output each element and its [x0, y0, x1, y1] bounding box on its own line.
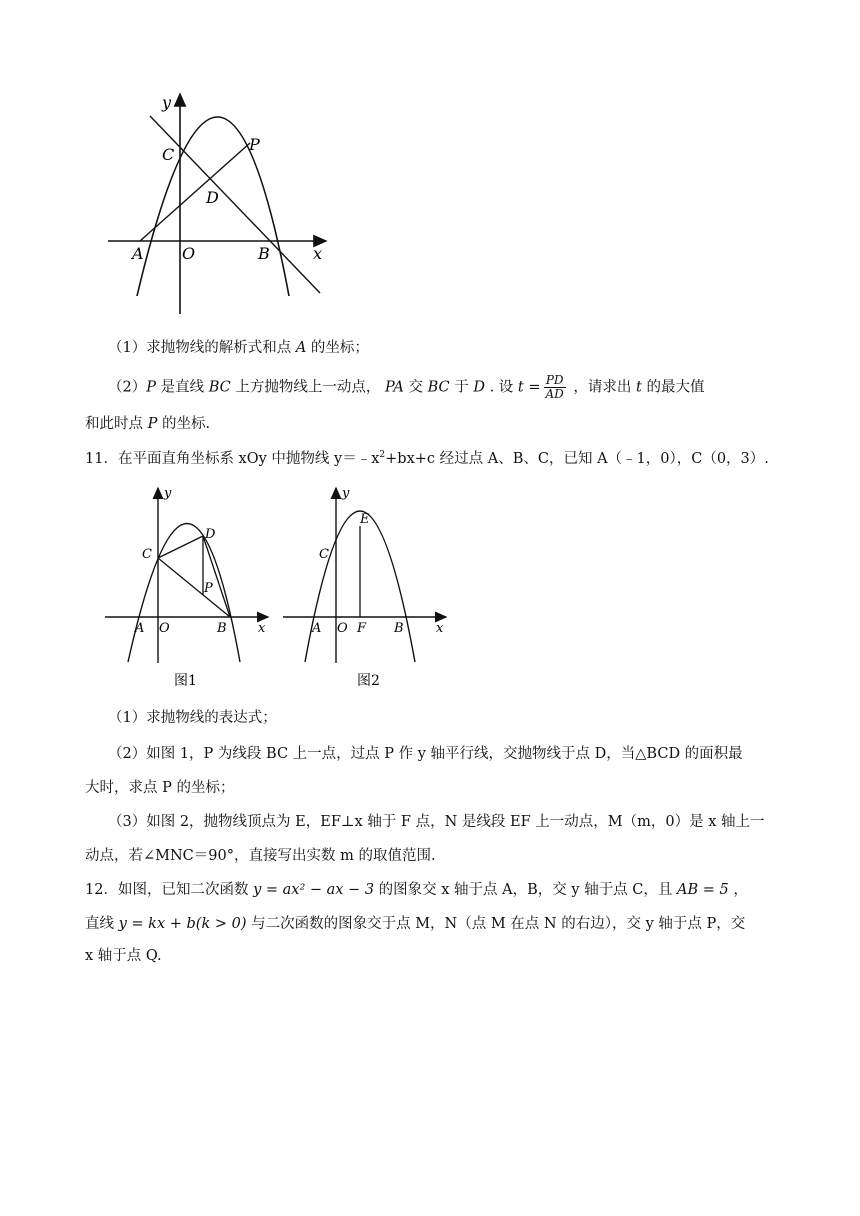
label-a: A	[312, 621, 322, 636]
p12-stem-line3: x 轴于点 Q.	[85, 948, 162, 964]
fraction-pd-ad: $\frac{PD}{AD}$	[545, 373, 564, 401]
label-p: P	[204, 581, 213, 596]
p11-stem: 11．在平面直角坐标系 xOy 中抛物线 $y=﹣x^2+bx+c$ 经过点 A、B、C，已知 A（﹣1，0），C（0，3）.	[85, 450, 769, 467]
label-o: O	[182, 244, 196, 263]
segment-db	[203, 536, 230, 617]
label-a: A	[135, 621, 145, 636]
p10-question2: （2）P 是直线 BC 上方抛物线上一动点， PA 交 BC 于 D . 设 t = $\frac{PD}{AD}$ ，请求出 t 的最大值	[108, 373, 705, 401]
p10-question2-cont: 和此时点 P 的坐标.	[85, 416, 211, 432]
problem10-figure	[100, 88, 340, 323]
label-c: C	[142, 547, 152, 562]
p11-question2-cont: 大时，求点 P 的坐标；	[85, 780, 235, 796]
p11-question1: （1）求抛物线的表达式；	[108, 710, 277, 726]
p10-question1: （1）求抛物线的解析式和点 A 的坐标；	[108, 340, 369, 356]
label-y: y	[342, 486, 350, 501]
label-o: O	[159, 621, 170, 636]
p11-question3: （3）如图 2，抛物线顶点为 E，EF⊥x 轴于 F 点，N 是线段 EF 上一动点，M（m，0）是 x 轴上一	[108, 814, 765, 830]
label-b: B	[217, 621, 227, 636]
caption-fig2: 图2	[357, 673, 380, 689]
label-x: x	[313, 244, 323, 263]
label-e: E	[360, 512, 370, 527]
p12-stem-line2: 直线 y = kx + b(k > 0) 与二次函数的图象交于点 M，N（点 M 在点 N 的右边），交 y 轴于点 P，交	[85, 916, 746, 932]
label-y: y	[164, 486, 172, 501]
caption-fig1: 图1	[174, 673, 197, 689]
problem11-figure2	[278, 480, 458, 695]
segment-cd	[158, 536, 203, 558]
label-c: C	[319, 547, 329, 562]
segment-cb	[158, 558, 230, 617]
label-c: C	[162, 145, 175, 164]
label-d: D	[206, 188, 219, 207]
label-y: y	[162, 93, 172, 112]
label-f: F	[357, 621, 367, 636]
label-d: D	[205, 527, 216, 542]
p11-question3-cont: 动点，若∠MNC＝90°，直接写出实数 m 的取值范围.	[85, 848, 436, 864]
p12-stem-line1: 12．如图，已知二次函数 y = ax² − ax − 3 的图象交 x 轴于点 A，B，交 y 轴于点 C，且 AB = 5 ，	[85, 882, 748, 898]
label-x: x	[436, 621, 444, 636]
label-b: B	[258, 244, 270, 263]
label-o: O	[337, 621, 348, 636]
parabola	[128, 524, 240, 663]
label-x: x	[258, 621, 266, 636]
p11-question2: （2）如图 1，P 为线段 BC 上一点，过点 P 作 y 轴平行线，交抛物线于点 D，当△BCD 的面积最	[108, 746, 743, 762]
label-b: B	[394, 621, 404, 636]
label-a: A	[132, 244, 144, 263]
line-ap	[140, 143, 250, 241]
label-p: P	[249, 135, 260, 154]
line-bc	[150, 116, 323, 293]
problem11-figure1	[100, 480, 280, 695]
